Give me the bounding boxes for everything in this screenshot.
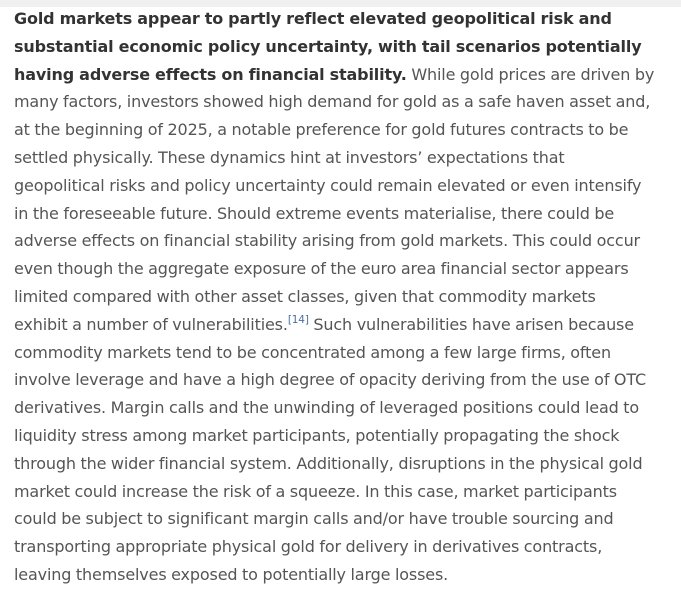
text-line: liquidity stress among market participants, potentially propagating the shock <box>14 425 620 445</box>
text-line: transporting appropriate physical gold for delivery in derivatives contracts, <box>14 537 603 557</box>
text-line: many factors, investors showed high demand for gold as a safe haven asset and, <box>14 92 651 112</box>
text-line: geopolitical risks and policy uncertainty could remain elevated or even intensify <box>14 175 642 195</box>
text-line <box>14 311 676 339</box>
text-line: commodity markets tend to be concentrated among a few large firms, often <box>14 342 611 362</box>
text-line: in the foreseeable future. Should extreme events materialise, there could be <box>14 203 615 223</box>
text-line: limited compared with other asset classes, given that commodity markets <box>14 286 596 306</box>
text-line: market could increase the risk of a squeeze. In this case, market participants <box>14 481 617 501</box>
article-paragraph <box>14 5 676 589</box>
text-fragment: While gold prices are driven by <box>406 64 655 84</box>
text-line <box>14 61 676 89</box>
text-line: involve leverage and have a high degree of opacity deriving from the use of OTC <box>14 370 647 390</box>
text-fragment: Such vulnerabilities have arisen because <box>308 314 634 334</box>
text-line: even though the aggregate exposure of the euro area financial sector appears <box>14 259 629 279</box>
text-line: derivatives. Margin calls and the unwinding of leveraged positions could lead to <box>14 398 639 418</box>
text-line: settled physically. These dynamics hint at investors’ expectations that <box>14 147 565 167</box>
text-line: could be subject to significant margin calls and/or have trouble sourcing and <box>14 509 614 529</box>
footnote-reference-link[interactable]: [14] <box>287 313 309 326</box>
text-line: adverse effects on financial stability arising from gold markets. This could occur <box>14 231 640 251</box>
text-line: through the wider financial system. Additionally, disruptions in the physical gold <box>14 453 643 473</box>
lead-line: having adverse effects on financial stability. <box>14 64 407 84</box>
text-line: leaving themselves exposed to potentially large losses. <box>14 564 449 584</box>
text-line: at the beginning of 2025, a notable preference for gold futures contracts to be <box>14 120 629 140</box>
lead-line: substantial economic policy uncertainty, with tail scenarios potentially <box>14 36 642 56</box>
lead-line: Gold markets appear to partly reflect elevated geopolitical risk and <box>14 9 612 28</box>
text-fragment: exhibit a number of vulnerabilities. <box>14 314 288 334</box>
